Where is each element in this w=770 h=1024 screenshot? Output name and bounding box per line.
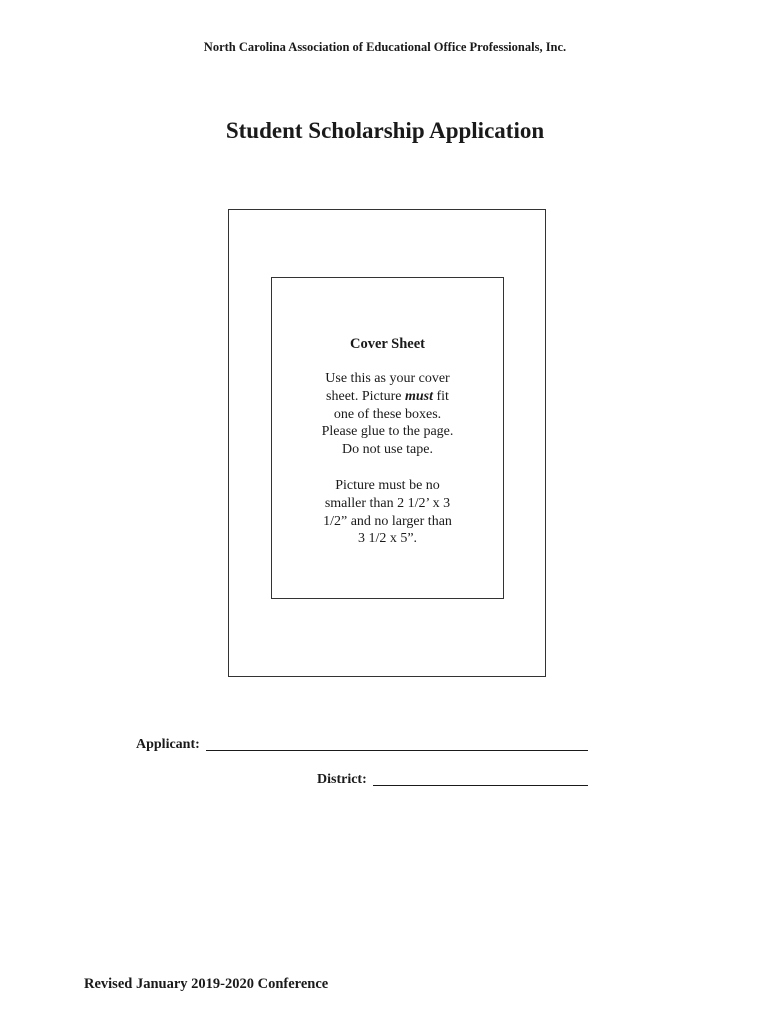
photo-box-small	[271, 277, 504, 599]
district-field[interactable]	[373, 785, 588, 786]
applicant-field[interactable]	[206, 750, 588, 751]
applicant-label: Applicant:	[136, 737, 200, 752]
cover-sheet-heading: Cover Sheet	[349, 336, 426, 352]
cover-sheet-instructions: Use this as your cover sheet. Picture must fit one of these boxes. Please glue to the page. Do not use tape.	[321, 371, 454, 458]
district-label: District:	[317, 772, 367, 787]
document-title: Student Scholarship Application	[225, 118, 545, 143]
organization-header: North Carolina Association of Educational Office Professionals, Inc.	[203, 40, 567, 54]
revision-note: Revised January 2019-2020 Conference	[84, 976, 329, 992]
picture-size-instructions: Picture must be no smaller than 2 1/2’ x 3 1/2” and no larger than 3 1/2 x 5”.	[323, 478, 452, 547]
